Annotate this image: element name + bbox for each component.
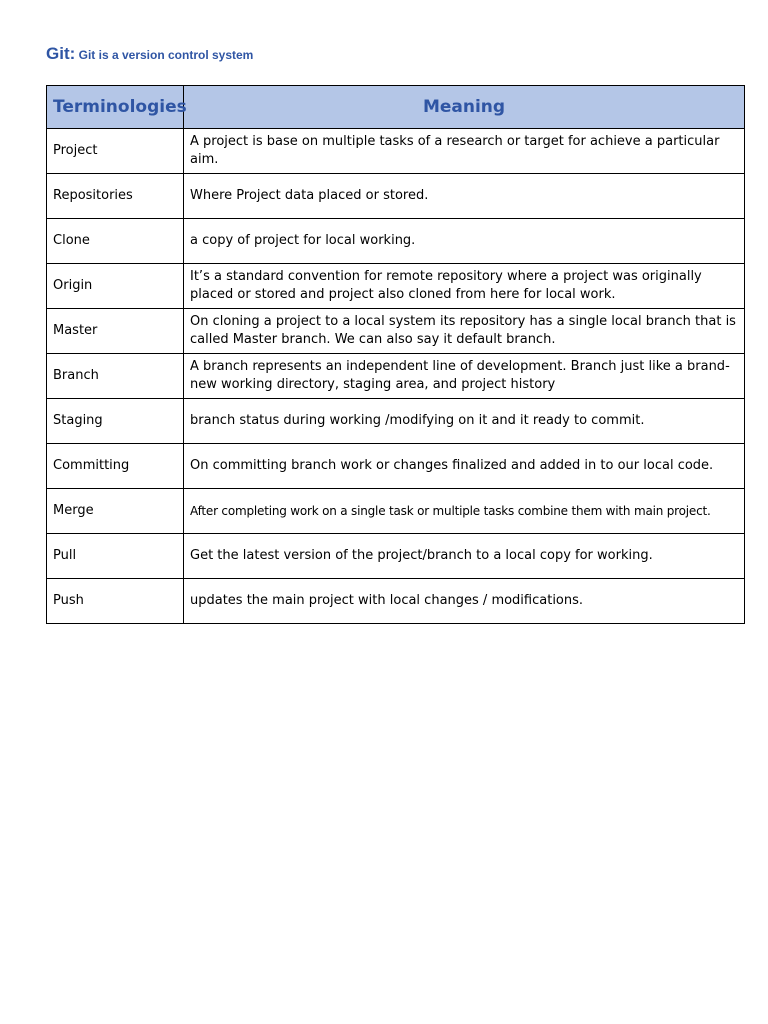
table-row bbox=[47, 534, 745, 579]
header-terminologies: Terminologies bbox=[47, 86, 184, 129]
term-cell: Pull bbox=[47, 534, 184, 579]
table-row bbox=[47, 174, 745, 219]
meaning-cell: On committing branch work or changes finalized and added in to our local code. bbox=[184, 444, 745, 489]
terminology-table bbox=[46, 85, 745, 624]
table-row bbox=[47, 309, 745, 354]
term-cell: Clone bbox=[47, 219, 184, 264]
meaning-cell: On cloning a project to a local system its repository has a single local branch that is called Master branch. We can also say it default branch. bbox=[184, 309, 745, 354]
table-row bbox=[47, 579, 745, 624]
table-header-row bbox=[47, 86, 745, 129]
term-cell: Push bbox=[47, 579, 184, 624]
term-cell: Origin bbox=[47, 264, 184, 309]
table-row bbox=[47, 399, 745, 444]
meaning-cell: branch status during working /modifying on it and it ready to commit. bbox=[184, 399, 745, 444]
meaning-cell: A branch represents an independent line of development. Branch just like a brand-new working directory, staging area, and project history bbox=[184, 354, 745, 399]
table-row bbox=[47, 219, 745, 264]
meaning-cell: a copy of project for local working. bbox=[184, 219, 745, 264]
table-row bbox=[47, 264, 745, 309]
term-cell: Repositories bbox=[47, 174, 184, 219]
title-main: Git: bbox=[46, 44, 76, 63]
term-cell: Committing bbox=[47, 444, 184, 489]
document-title bbox=[46, 44, 253, 64]
meaning-cell: Get the latest version of the project/branch to a local copy for working. bbox=[184, 534, 745, 579]
meaning-cell: It’s a standard convention for remote repository where a project was originally placed or stored and project also cloned from here for local work. bbox=[184, 264, 745, 309]
meaning-cell: A project is base on multiple tasks of a research or target for achieve a particular aim. bbox=[184, 129, 745, 174]
table-row bbox=[47, 444, 745, 489]
term-cell: Project bbox=[47, 129, 184, 174]
term-cell: Staging bbox=[47, 399, 184, 444]
term-cell: Branch bbox=[47, 354, 184, 399]
meaning-cell: Where Project data placed or stored. bbox=[184, 174, 745, 219]
term-cell: Master bbox=[47, 309, 184, 354]
title-subtitle: Git is a version control system bbox=[78, 48, 254, 62]
table-row bbox=[47, 129, 745, 174]
term-cell: Merge bbox=[47, 489, 184, 534]
table-row bbox=[47, 489, 745, 534]
meaning-cell: updates the main project with local changes / modifications. bbox=[184, 579, 745, 624]
meaning-cell: After completing work on a single task or multiple tasks combine them with main project. bbox=[184, 489, 745, 534]
table-row bbox=[47, 354, 745, 399]
header-meaning: Meaning bbox=[184, 86, 745, 129]
